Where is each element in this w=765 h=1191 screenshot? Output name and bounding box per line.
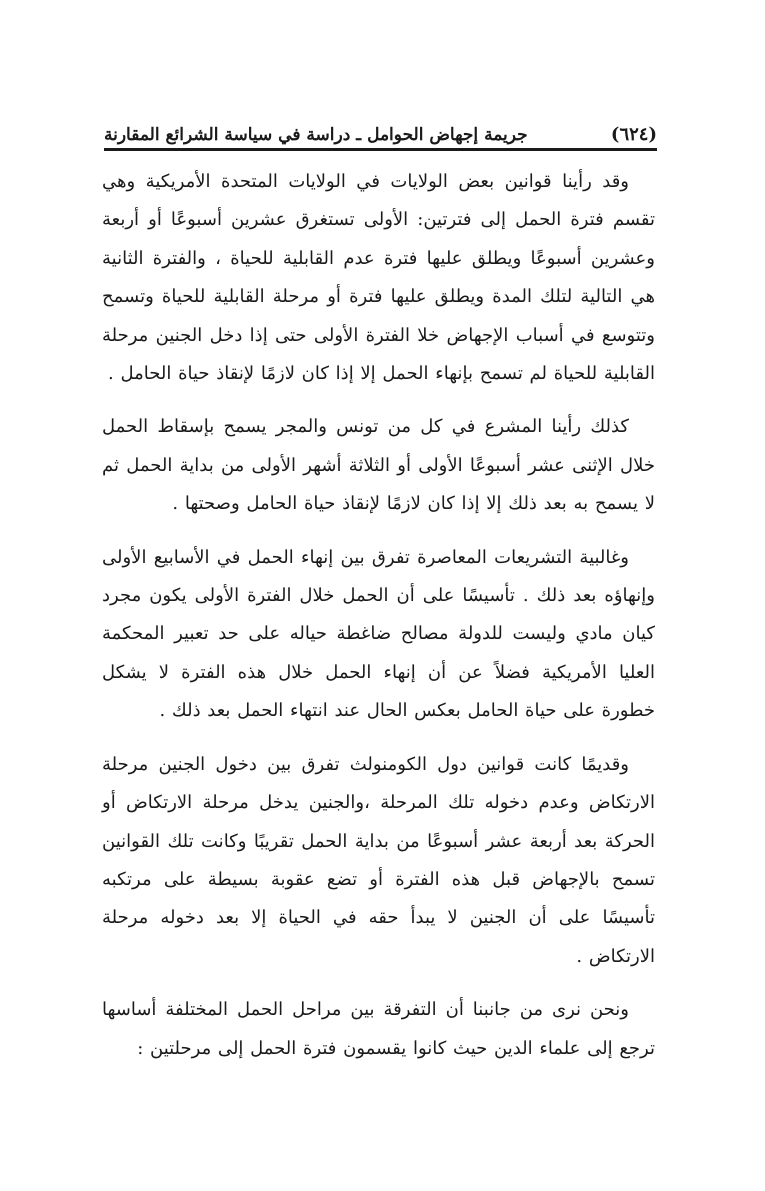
- running-header-title: جريمة إجهاض الحوامل ـ دراسة في سياسة الشرائع المقارنة: [104, 125, 528, 145]
- page-number: (٦٢٤): [610, 124, 657, 145]
- paragraph: وغالبية التشريعات المعاصرة تفرق بين إنهاء الحمل في الأسابيع الأولى وإنهاؤه بعد ذلك . تأسيسًا على أن الحمل خلال الفترة الأولى يكون مجرد كيان مادي وليست للدولة مصالح ضاغطة حياله على حد تعبير المحكمة العليا الأمريكية فضلاً عن أن إنهاء الحمل خلال هذه الفترة لا يشكل خطورة على حياة الحامل بعكس الحال عند انتهاء الحمل بعد ذلك .: [102, 546, 655, 722]
- paragraph: كذلك رأينا المشرع في كل من تونس والمجر يسمح بإسقاط الحمل خلال الإثنى عشر أسبوعًا الأولى أو الثلاثة أشهر الأولى من بداية الحمل ثم لا يسمح به بعد ذلك إلا إذا كان لازمًا لإنقاذ حياة الحامل وصحتها .: [102, 416, 655, 515]
- header-rule: [104, 148, 657, 151]
- body-text: [102, 163, 655, 1068]
- paragraph: وقد رأينا قوانين بعض الولايات في الولايات المتحدة الأمريكية وهي تقسم فترة الحمل إلى فترتين: الأولى تستغرق عشرين أسبوعًا أو أربعة وعشرين أسبوعًا ويطلق عليها فترة عدم القابلية للحياة ، والفترة الثانية هي التالية لتلك المدة ويطلق عليها فترة أو مرحلة القابلية للحياة وتسمح وتتوسع في أسباب الإجهاض خلا الفترة الأولى حتى إذا دخل الجنين مرحلة القابلية للحياة لم تسمح بإنهاء الحمل إلا إذا كان لازمًا لإنقاذ حياة الحامل .: [102, 171, 655, 385]
- paragraph: وقديمًا كانت قوانين دول الكومنولث تفرق بين دخول الجنين مرحلة الارتكاض وعدم دخوله تلك المرحلة ،والجنين يدخل مرحلة الارتكاض أو الحركة بعد أربعة عشر أسبوعًا من بداية الحمل تقريبًا وكانت تلك القوانين تسمح بالإجهاض قبل هذه الفترة أو تضع عقوبة بسيطة على مرتكبه تأسيسًا على أن الجنين لا يبدأ حقه في الحياة إلا بعد دخوله مرحلة الارتكاض .: [102, 753, 655, 967]
- paragraph: ونحن نرى من جانبنا أن التفرقة بين مراحل الحمل المختلفة أساسها ترجع إلى علماء الدين حيث كانوا يقسمون فترة الحمل إلى مرحلتين :: [102, 999, 655, 1059]
- running-header: [104, 112, 657, 146]
